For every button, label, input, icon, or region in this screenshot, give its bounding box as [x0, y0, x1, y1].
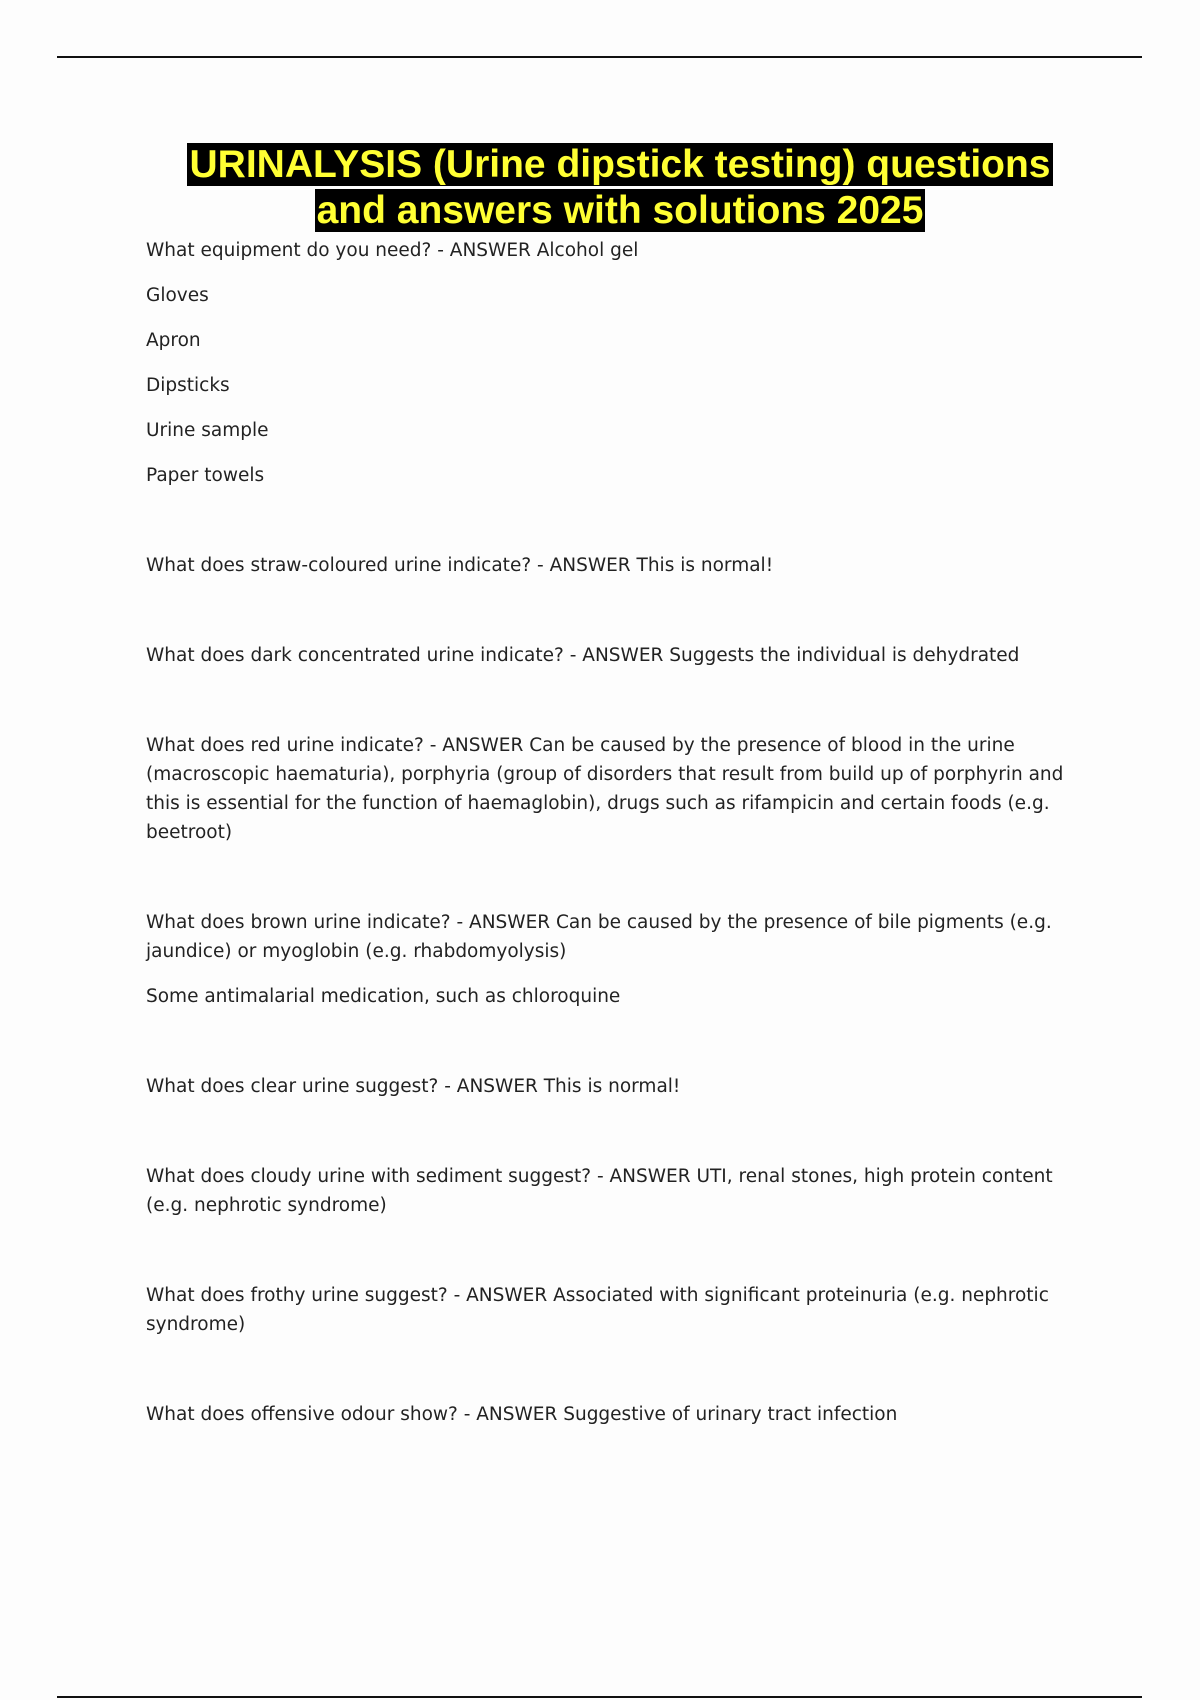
qa-block-brown [146, 908, 1086, 1011]
bottom-rule [57, 1696, 1142, 1698]
qa-block-cloudy [146, 1162, 1086, 1220]
qa-line: What does frothy urine suggest? - ANSWER Associated with significant proteinuria (e.g. nephrotic syndrome) [146, 1285, 1049, 1335]
top-rule [57, 56, 1142, 58]
qa-block-odour [146, 1400, 1086, 1429]
qa-line: What does brown urine indicate? - ANSWER Can be caused by the presence of bile pigments (e.g. jaundice) or myoglobin (e.g. rhabdomyolysis) [146, 912, 1052, 962]
document-title [100, 142, 1140, 234]
qa-line: What does dark concentrated urine indicate? - ANSWER Suggests the individual is dehydrated [146, 645, 1020, 666]
qa-block-clear [146, 1072, 1086, 1101]
qa-content [146, 236, 1086, 1429]
qa-line: What does offensive odour show? - ANSWER Suggestive of urinary tract infection [146, 1404, 898, 1425]
qa-block-red [146, 731, 1086, 847]
qa-line: Gloves [146, 285, 209, 306]
qa-line: What does straw-coloured urine indicate? - ANSWER This is normal! [146, 555, 774, 576]
title-line-1: URINALYSIS (Urine dipstick testing) questions [189, 143, 1051, 186]
qa-block-equipment [146, 236, 1086, 490]
qa-line: Apron [146, 330, 201, 351]
qa-line: Dipsticks [146, 375, 230, 396]
qa-line: What equipment do you need? - ANSWER Alcohol gel [146, 240, 639, 261]
qa-block-frothy [146, 1281, 1086, 1339]
qa-line: What does clear urine suggest? - ANSWER This is normal! [146, 1076, 681, 1097]
qa-line: What does cloudy urine with sediment suggest? - ANSWER UTI, renal stones, high protein content (e.g. nephrotic syndrome) [146, 1166, 1053, 1216]
qa-line: Paper towels [146, 465, 265, 486]
title-line-2: and answers with solutions 2025 [316, 189, 924, 232]
qa-line: What does red urine indicate? - ANSWER Can be caused by the presence of blood in the urine (macroscopic haematuria), porphyria (group of disorders that result from build up of porphyrin and this is essential for the function of haemaglobin), drugs such as rifampicin and certain foods (e.g. beetroot) [146, 735, 1064, 843]
qa-block-dark [146, 641, 1086, 670]
qa-block-straw [146, 551, 1086, 580]
qa-line: Urine sample [146, 420, 269, 441]
qa-line: Some antimalarial medication, such as chloroquine [146, 986, 621, 1007]
